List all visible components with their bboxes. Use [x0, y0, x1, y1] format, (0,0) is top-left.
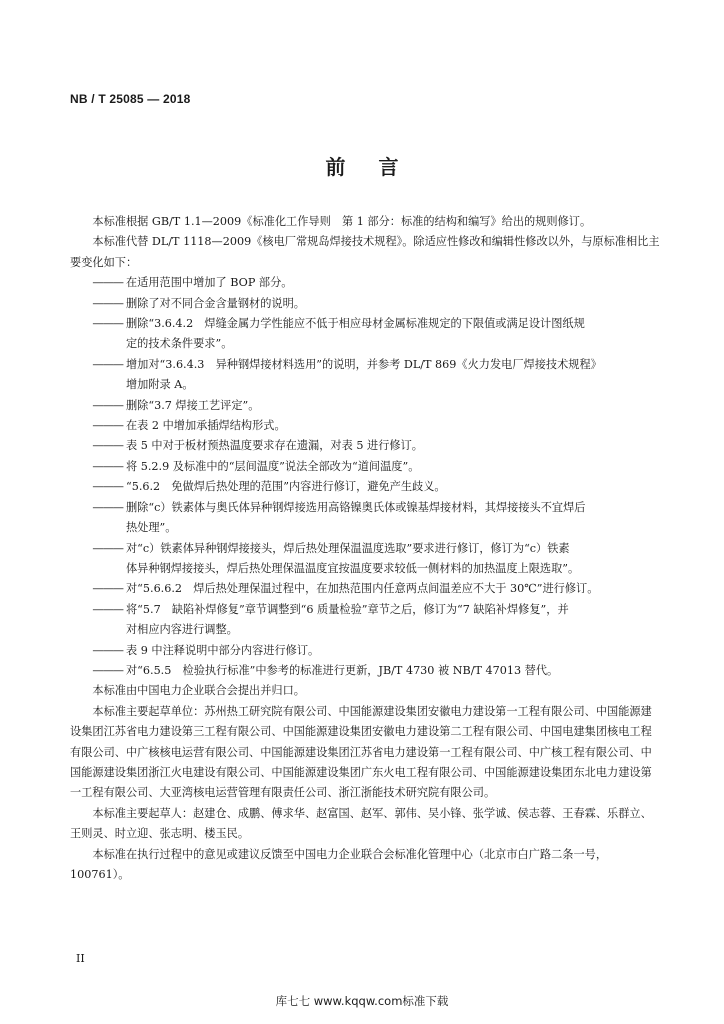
intro-paragraph: 本标准代替 DL/T 1118—2009《核电厂常规岛焊接技术规程》。除适应性修改和编辑性修改以外，与原标准相比主要变化如下： [70, 235, 660, 269]
proposer-paragraph: 本标准由中国电力企业联合会提出并归口。 [92, 684, 305, 698]
list-item: ——— 将“5.7 缺陷补焊修复”章节调整到“6 质量检验”章节之后，修订为“7 缺陷补焊修复”，并 对相应内容进行调整。 [92, 602, 569, 637]
watermark-footer: 库七七 www.kqqw.com标准下载 [275, 994, 449, 1008]
list-item: ——— 删除“c）铁素体与奥氏体异种钢焊接选用高铬镍奥氏体或镍基焊接材料，其焊接接头不宜焊后 热处理”。 [92, 500, 586, 535]
page-title [0, 151, 724, 180]
list-item: ——— 在适用范围中增加了 BOP 部分。 [92, 276, 293, 290]
list-item: ——— 对“5.6.6.2 焊后热处理保温过程中，在加热范围内任意两点间温差应不大于 30℃”进行修订。 [92, 582, 599, 596]
drafting-units-paragraph: 本标准主要起草单位：苏州热工研究院有限公司、中国能源建设集团安徽电力建设第一工程有限公司、中国能源建设集团江苏省电力建设第三工程有限公司、中国能源建设集团安徽电力建设第二工程有限公司、中国电建集团核电工程有限公司、中广核核电运营有限公司、中国能源建设集团江苏省电力建设第一工程有限公司、中广核工程有限公司、中国能源建设集团浙江火电建设有限公司、中国能源建设集团广东火电工程有限公司、中国能源建设集团东北电力建设第一工程有限公司、大亚湾核电运营管理有限责任公司、浙江浙能技术研究院有限公司。 [70, 704, 652, 800]
list-item: ——— 表 9 中注释说明中部分内容进行修订。 [92, 643, 320, 657]
list-item: ——— 在表 2 中增加承插焊结构形式。 [92, 419, 286, 433]
changes-list [70, 273, 660, 681]
list-item: ——— 删除“3.7 焊接工艺评定”。 [92, 398, 260, 412]
list-item: ——— 删除了对不同合金含量钢材的说明。 [92, 296, 305, 310]
list-item: ——— 对“6.5.5 检验执行标准”中参考的标准进行更新，JB/T 4730 被 NB/T 47013 替代。 [92, 663, 559, 677]
list-item: ——— 删除“3.6.4.2 焊缝金属力学性能应不低于相应母材金属标准规定的下限值或满足设计图纸规 定的技术条件要求”。 [92, 317, 585, 351]
foreword-body [70, 212, 660, 885]
list-item: ——— “5.6.2 免做焊后热处理的范围”内容进行修订，避免产生歧义。 [92, 480, 446, 494]
drafters-paragraph: 本标准主要起草人：赵建仓、成鹏、傅求华、赵富国、赵军、郭伟、吴小锋、张学诚、侯志蓉、王春霖、乐群立、王则灵、时立迎、张志明、楼玉民。 [70, 806, 652, 841]
intro-paragraph: 本标准根据 GB/T 1.1—2009《标准化工作导则 第 1 部分：标准的结构和编写》给出的规则修订。 [92, 215, 592, 228]
list-item: ——— 表 5 中对于板材预热温度要求存在遗漏，对表 5 进行修订。 [92, 439, 423, 453]
feedback-paragraph: 本标准在执行过程中的意见或建议反馈至中国电力企业联合会标准化管理中心（北京市白广路二条一号，100761）。 [70, 847, 608, 881]
page-number: II [76, 952, 85, 965]
list-item: ——— 将 5.2.9 及标准中的“层间温度”说法全部改为“道间温度”。 [92, 459, 420, 473]
list-item: ——— 对“c）铁素体异种钢焊接接头，焊后热处理保温温度选取”要求进行修订，修订为“c）铁素 体异种钢焊接接头，焊后热处理保温温度宜按温度要求较低一侧材料的加热温度上限选取”。 [92, 541, 580, 575]
title-char-2: 言 [378, 155, 399, 179]
title-char-1: 前 [325, 155, 346, 179]
list-item: ——— 增加对“3.6.4.3 异种钢焊接材料选用”的说明，并参考 DL/T 869《火力发电厂焊接技术规程》 增加附录 A。 [92, 357, 602, 392]
standard-code: NB / T 25085 — 2018 [70, 92, 191, 106]
